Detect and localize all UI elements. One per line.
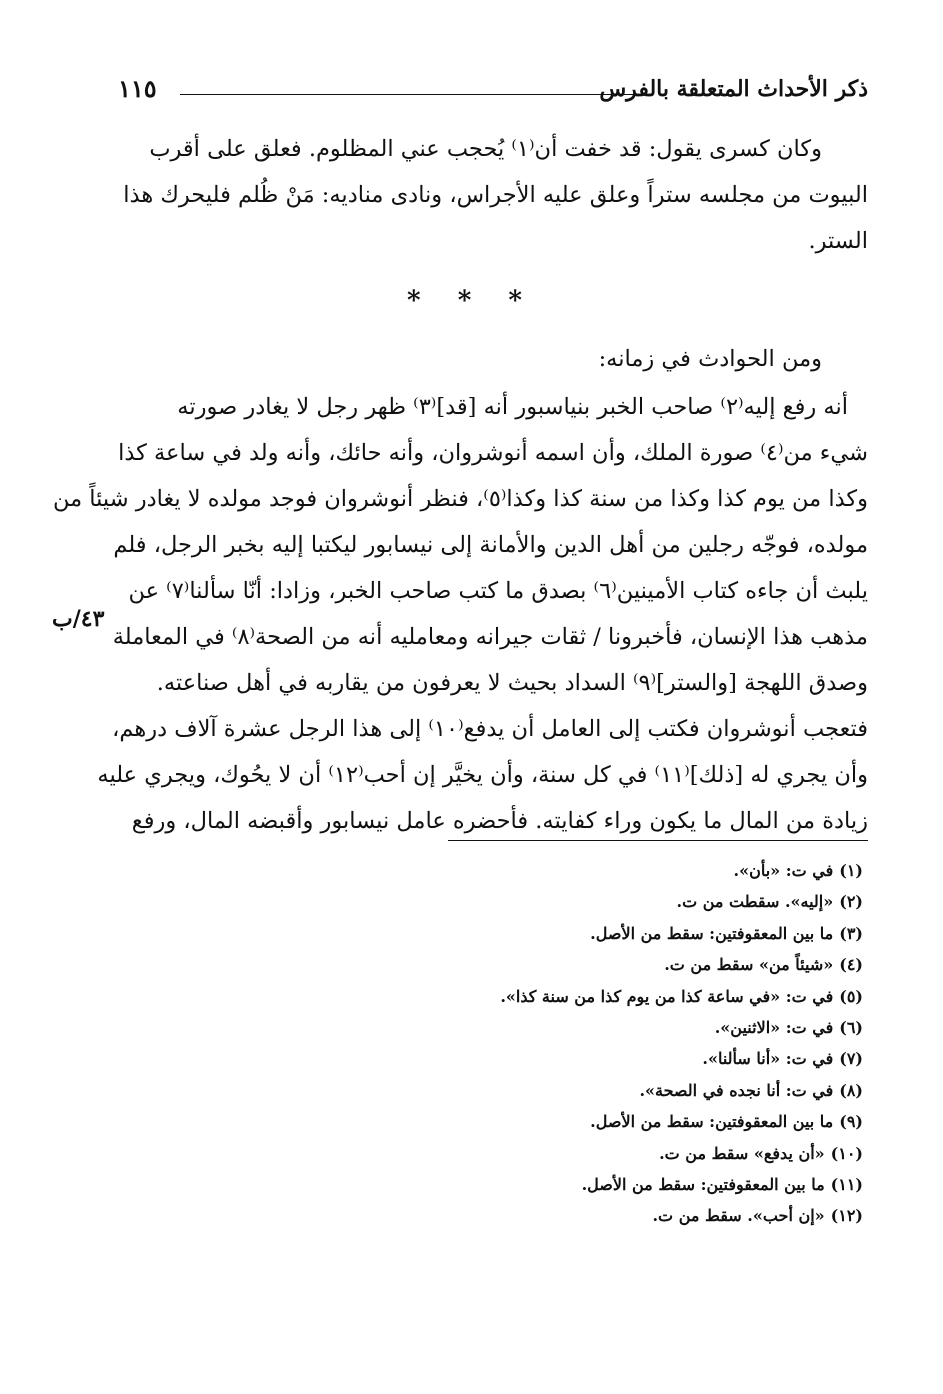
footnote: [303, 1200, 863, 1231]
header-rule: [180, 94, 646, 95]
footnote-text: ما بين المعقوفتين: سقط من الأصل.: [581, 1175, 825, 1195]
text-line: مولده، فوجّه رجلين من أهل الدين والأمانة إلى نيسابور ليكتبا إليه بخبر الرجل، فلم: [113, 532, 868, 558]
footnote-text: «إليه». سقطت من ت.: [676, 892, 834, 912]
footnote-number: (٧): [839, 1049, 863, 1069]
footnote-text: في ت: «الاثنين».: [714, 1018, 834, 1038]
text-line: الستر.: [808, 228, 868, 254]
footnote-text: «شيئاً من» سقط من ت.: [664, 955, 834, 975]
footnote-text: «إن أحب». سقط من ت.: [652, 1206, 825, 1226]
paragraph-text: [118, 126, 868, 264]
footnote-text: في ت: «أنا سألنا».: [702, 1049, 834, 1069]
footnote-number: (١٠): [830, 1143, 863, 1163]
footnote: [303, 1075, 863, 1106]
footnote-text: في ت: أنا نجده في الصحة».: [639, 1080, 834, 1100]
footnote: [303, 918, 863, 949]
footnote: [303, 1012, 863, 1043]
footnote-rule: [448, 840, 868, 841]
paragraph-text: [118, 336, 868, 382]
text-line: البيوت من مجلسه ستراً وعلق عليه الأجراس، ونادى مناديه: مَنْ ظُلم فليحرك هذا: [123, 182, 868, 208]
manuscript-folio-marker: ٤٣/ب: [52, 606, 105, 632]
text-line: أنه رفع إليه⁽٢⁾ صاحب الخبر بنياسبور أنه [قد]⁽٣⁾ ظهر رجل لا يغادر صورته: [177, 394, 848, 420]
text-line: شيء من⁽٤⁾ صورة الملك، وأن اسمه أنوشروان، وأنه حائك، وأنه ولد في ساعة كذا: [118, 440, 868, 466]
page-number: ١١٥: [118, 74, 157, 103]
footnote: [303, 1106, 863, 1137]
footnote-number: (٢): [839, 892, 863, 912]
text-line: وكان كسرى يقول: قد خفت أن⁽١⁾ يُحجب عني المظلوم. فعلق على أقرب: [149, 136, 822, 162]
footnote: [303, 886, 863, 917]
footnote-text: في ت: «بأن».: [733, 861, 834, 880]
footnote-number: (٣): [839, 923, 863, 943]
footnote-number: (٩): [839, 1112, 863, 1132]
text-line: وصدق اللهجة [والستر]⁽٩⁾ السداد بحيث لا يعرفون من يقاربه في أهل صناعته.: [156, 670, 868, 696]
text-line: وأن يجري له [ذلك]⁽١١⁾ في كل سنة، وأن يخيَّر إن أحب⁽١٢⁾ أن لا يحُوك، ويجري عليه: [97, 762, 868, 788]
footnote-number: (٦): [839, 1018, 863, 1038]
section-separator: * * *: [407, 286, 536, 316]
footnote: [303, 1169, 863, 1200]
footnote-text: ما بين المعقوفتين: سقط من الأصل.: [590, 923, 834, 943]
paragraph-kisra-curtain: [118, 126, 868, 264]
footnote-number: (٥): [839, 986, 863, 1006]
footnote: [303, 855, 863, 886]
footnotes-list: [303, 855, 863, 1232]
footnote-text: «أن يدفع» سقط من ت.: [659, 1143, 825, 1163]
text-line: يلبث أن جاءه كتاب الأمينين⁽٦⁾ بصدق ما كتب صاحب الخبر، وزادا: أنّا سألنا⁽٧⁾ عن: [128, 578, 868, 604]
footnote: [303, 1138, 863, 1169]
footnote-text: في ت: «في ساعة كذا من يوم كذا من سنة كذا».: [500, 986, 834, 1006]
footnote-number: (٨): [839, 1080, 863, 1100]
footnote-number: (١١): [830, 1175, 863, 1195]
footnote: [303, 981, 863, 1012]
footnote-number: (١): [839, 861, 863, 880]
footnote: [303, 1043, 863, 1074]
text-line: وكذا من يوم كذا وكذا من سنة كذا وكذا⁽٥⁾، فنظر أنوشروان فوجد مولده لا يغادر شيئاً من: [52, 486, 868, 512]
text-line: مذهب هذا الإنسان، فأخبرونا / ثقات جيرانه ومعامليه أنه من الصحة⁽٨⁾ في المعاملة: [112, 624, 868, 650]
text-line: فتعجب أنوشروان فكتب إلى العامل أن يدفع⁽١٠⁾ إلى هذا الرجل عشرة آلاف درهم،: [112, 716, 868, 742]
page-header: [118, 72, 868, 112]
text-line: زيادة من المال ما يكون وراء كفايته. فأحضره عامل نيسابور وأقبضه المال، ورفع: [131, 808, 868, 834]
footnote-text: ما بين المعقوفتين: سقط من الأصل.: [590, 1112, 834, 1132]
text-line: ومن الحوادث في زمانه:: [598, 346, 822, 372]
footnote: [303, 949, 863, 980]
footnote-number: (٤): [839, 955, 863, 975]
footnote-number: (١٢): [830, 1206, 863, 1226]
paragraph-events-intro: [118, 336, 868, 382]
running-title: ذكر الأحداث المتعلقة بالفرس: [599, 76, 868, 102]
